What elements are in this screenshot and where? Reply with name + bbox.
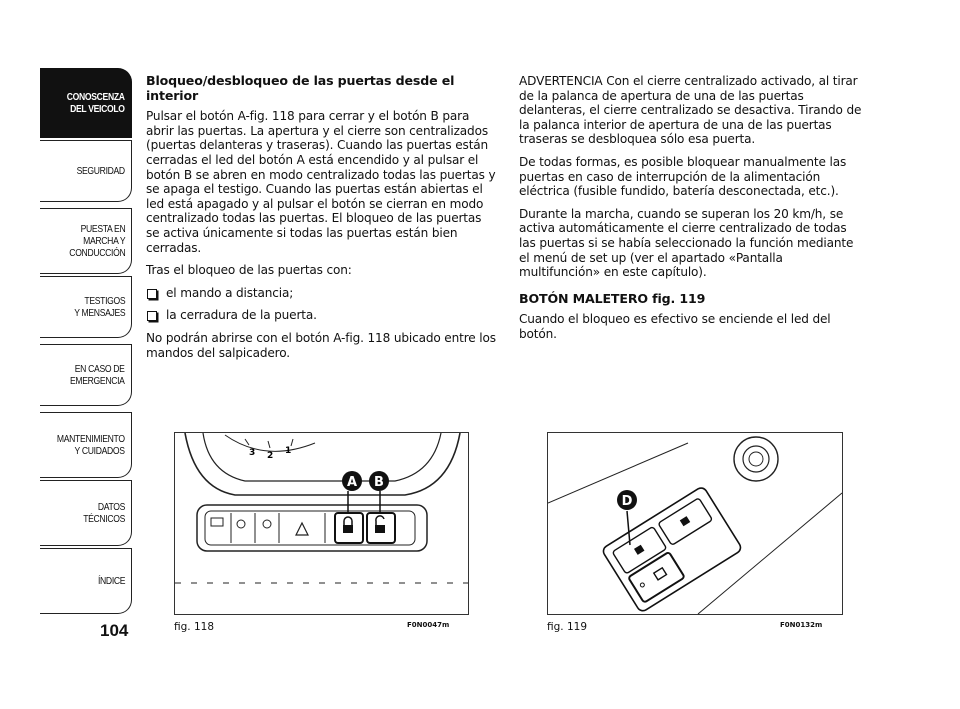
callout-label-a: A [346, 475, 358, 490]
figure-caption: fig. 119 [547, 621, 587, 633]
tab-label: DATOS TÉCNICOS [83, 501, 125, 525]
dial-number: 1 [285, 446, 292, 456]
tab-label: PUESTA EN MARCHA Y CONDUCCIÓN [68, 223, 125, 259]
tab-en-caso-de-emergencia[interactable] [40, 344, 132, 406]
tab-label: SEGURIDAD [76, 165, 125, 177]
tab-seguridad[interactable] [40, 140, 132, 202]
paragraph: Durante la marcha, cuando se superan los 20 km/h, se activa automáticamente el cierre centralizado de todas las puertas si se había seleccionado la función mediante el menú de set up (ver el apartado «Pantalla multifunción» en este capítulo). [519, 206, 854, 280]
tab-mantenimiento[interactable] [40, 412, 132, 478]
callout-label-b: B [374, 475, 384, 490]
figure-118-dashboard-buttons [174, 432, 469, 615]
tab-label: ÍNDICE [97, 575, 125, 587]
paragraph: De todas formas, es posible bloquear manualmente las puertas en caso de interrupción de la alimentación eléctrica (fusible fundido, batería desconectada, etc.). [519, 154, 847, 199]
page-number: 104 [100, 621, 129, 640]
callout-label-d: D [621, 494, 633, 509]
figure-119-trunk-button [547, 432, 843, 615]
checkbox-bullet-icon [147, 289, 157, 299]
figure-code: F0N0132m [780, 621, 823, 629]
list-item [146, 286, 496, 301]
paragraph: ADVERTENCIA Con el cierre centralizado activado, al tirar de la palanca de apertura de una de las puertas delanteras, el cierre centralizado se desactiva. Tirando de la palanca interior de apertura de una de las puertas traseras se desbloquea sólo esa puerta. [519, 74, 862, 147]
dial-number: 3 [249, 448, 256, 458]
tab-label: EN CASO DE EMERGENCIA [70, 363, 125, 387]
tab-label: MANTENIMIENTO Y CUIDADOS [57, 433, 125, 457]
door-panel-illustration [548, 433, 842, 614]
checkbox-bullet-icon [147, 311, 157, 321]
section-heading: BOTÓN MALETERO fig. 119 [519, 290, 706, 306]
paragraph: Tras el bloqueo de las puertas con: [146, 263, 352, 278]
list-item [146, 308, 496, 323]
tab-puesta-en-marcha[interactable] [40, 208, 132, 274]
section-heading: Bloqueo/desbloqueo de las puertas desde el interior [146, 73, 455, 103]
dial-number: 2 [267, 451, 274, 461]
tab-datos-tecnicos[interactable] [40, 480, 132, 546]
figure-code: F0N0047m [407, 621, 450, 629]
list-item-text: el mando a distancia; [166, 285, 294, 300]
dashboard-illustration [175, 433, 468, 614]
right-text-column [519, 74, 864, 350]
paragraph: Cuando el bloqueo es efectivo se enciende el led del botón. [519, 312, 831, 341]
paragraph: No podrán abrirse con el botón A-fig. 118 ubicado entre los mandos del salpicadero. [146, 330, 496, 360]
tab-label: CONOSCENZA DEL VEICOLO [67, 91, 125, 115]
tab-conoscenza-del-veicolo[interactable] [40, 68, 132, 138]
tab-label: TESTIGOS Y MENSAJES [73, 295, 125, 319]
left-text-column [146, 74, 496, 368]
paragraph: Pulsar el botón A-fig. 118 para cerrar y el botón B para abrir las puertas. La apertura y el cierre son centralizados (puertas delanteras y traseras). Cuando las puertas están cerradas el led del botón A está encendido y al pulsar el botón B se abren en modo centralizado todas las puertas y se apaga el testigo. Cuando las puertas están abiertas el led está apagado y al pulsar el botón se cierran en modo centralizado todas las puertas. El bloqueo de las puertas se activa únicamente si todas las puertas están bien cerradas. [146, 109, 496, 255]
tab-indice[interactable] [40, 548, 132, 614]
figure-caption: fig. 118 [174, 621, 214, 633]
tab-testigos-y-mensajes[interactable] [40, 276, 132, 338]
list-item-text: la cerradura de la puerta. [166, 308, 317, 323]
